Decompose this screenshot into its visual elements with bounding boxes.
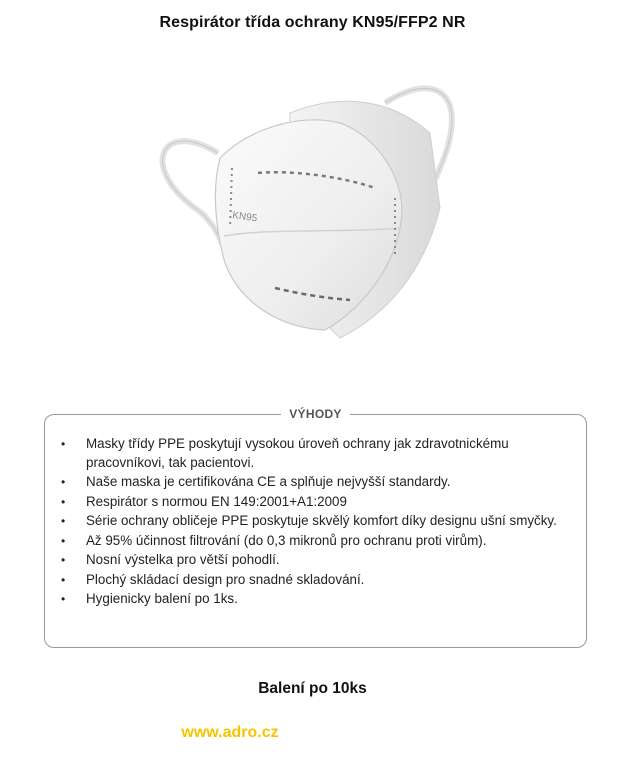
website-link[interactable]: www.adro.cz — [181, 724, 279, 741]
mask-print-label: KN95 — [231, 210, 258, 225]
respirator-image — [140, 58, 470, 358]
list-item: • Až 95% účinnost filtrování (do 0,3 mikronů pro ochranu proti virům). — [59, 532, 569, 551]
list-item: • Masky třídy PPE poskytují vysokou úroveň ochrany jak zdravotnickému pracovníkovi, tak pacientovi. — [61, 436, 509, 470]
benefits-list — [59, 435, 569, 610]
list-item: • Nosní výstelka pro větší pohodlí. — [59, 551, 569, 570]
bullet-icon: • — [61, 533, 66, 548]
bullet-icon: • — [61, 592, 66, 606]
list-item: • Hygienicky balení po 1ks. — [59, 590, 569, 609]
list-item: • Série ochrany obličeje PPE poskytuje skvělý komfort díky designu ušní smyčky. — [59, 512, 569, 531]
bullet-icon: • — [61, 494, 66, 509]
page-title: Respirátor třída ochrany KN95/FFP2 NR — [159, 14, 466, 31]
packaging-label: Balení po 10ks — [258, 680, 367, 697]
bullet-icon: • — [61, 475, 66, 489]
list-item: • Naše maska je certifikována CE a splňuje nejvyšší standardy. — [59, 473, 569, 492]
list-item: • Respirátor s normou EN 149:2001+A1:2009 — [59, 493, 569, 512]
bullet-icon: • — [61, 553, 66, 567]
bullet-icon: • — [61, 514, 66, 528]
bullet-icon: • — [61, 437, 66, 451]
benefits-box — [44, 407, 587, 648]
benefits-heading: VÝHODY — [281, 407, 349, 421]
list-item: • Plochý skládací design pro snadné skladování. — [59, 571, 569, 590]
bullet-icon: • — [61, 572, 66, 587]
